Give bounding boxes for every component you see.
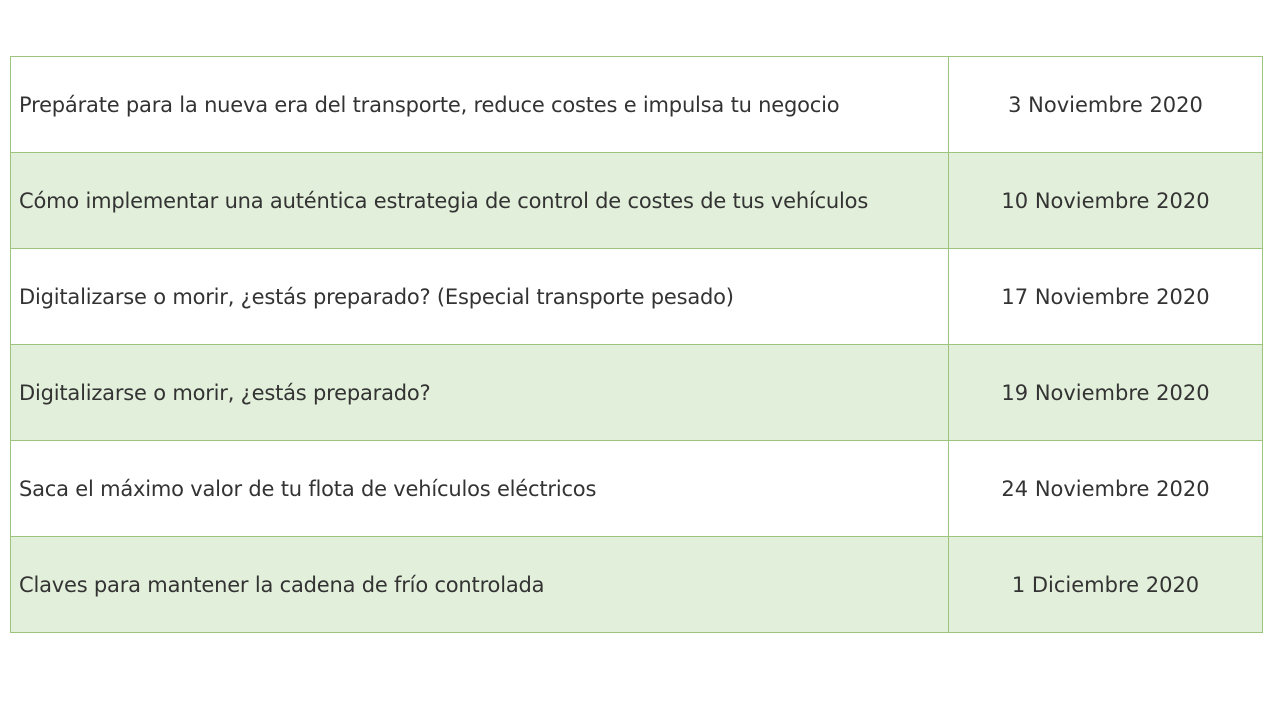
event-title: Saca el máximo valor de tu flota de vehículos eléctricos bbox=[11, 441, 949, 537]
event-date: 17 Noviembre 2020 bbox=[949, 249, 1263, 345]
event-title: Digitalizarse o morir, ¿estás preparado? (Especial transporte pesado) bbox=[11, 249, 949, 345]
table-row bbox=[11, 441, 1263, 537]
table-row bbox=[11, 345, 1263, 441]
webinar-schedule-table bbox=[10, 56, 1263, 633]
event-title: Prepárate para la nueva era del transporte, reduce costes e impulsa tu negocio bbox=[11, 57, 949, 153]
event-date: 1 Diciembre 2020 bbox=[949, 537, 1263, 633]
event-date: 24 Noviembre 2020 bbox=[949, 441, 1263, 537]
event-date: 19 Noviembre 2020 bbox=[949, 345, 1263, 441]
table-row bbox=[11, 57, 1263, 153]
event-title: Cómo implementar una auténtica estrategia de control de costes de tus vehículos bbox=[11, 153, 949, 249]
table-row bbox=[11, 537, 1263, 633]
event-date: 3 Noviembre 2020 bbox=[949, 57, 1263, 153]
event-date: 10 Noviembre 2020 bbox=[949, 153, 1263, 249]
table-row bbox=[11, 153, 1263, 249]
event-title: Digitalizarse o morir, ¿estás preparado? bbox=[11, 345, 949, 441]
table-row bbox=[11, 249, 1263, 345]
event-title: Claves para mantener la cadena de frío controlada bbox=[11, 537, 949, 633]
